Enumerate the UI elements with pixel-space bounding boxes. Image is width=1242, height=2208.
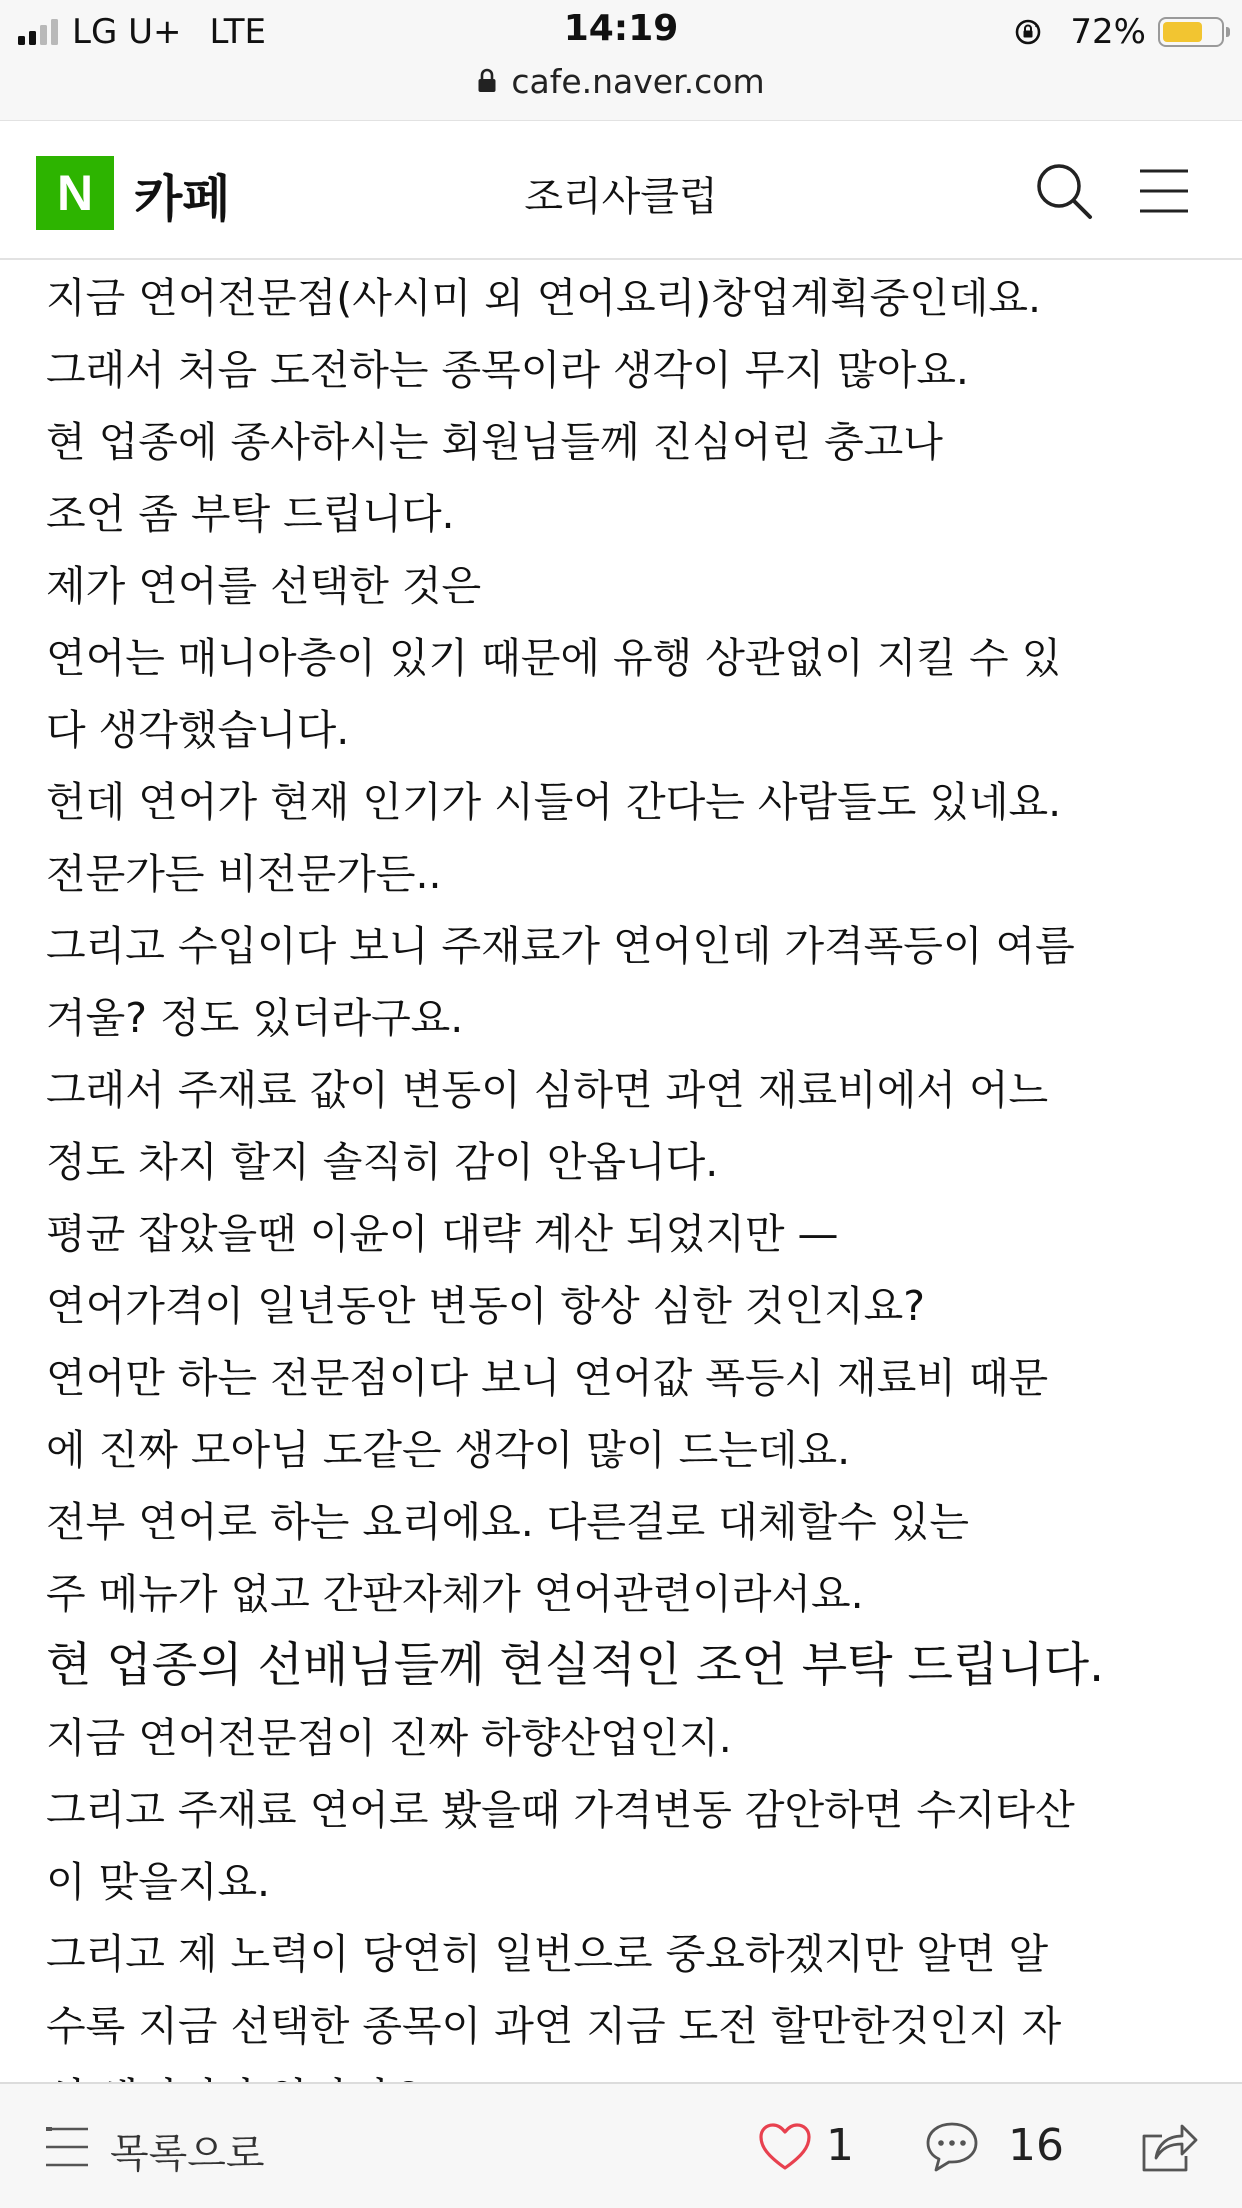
article-line: 연어가격이 일년동안 변동이 항상 심한 것인지요? <box>46 1282 926 1330</box>
padlock-icon <box>477 68 497 94</box>
article-line: 연어는 매니아층이 있기 때문에 유행 상관없이 지킬 수 있 <box>46 634 1062 682</box>
article-line: 그리고 주재료 연어로 봤을때 가격변동 감안하면 수지타산 <box>46 1786 1075 1834</box>
back-to-list-button[interactable]: 목록으로 <box>110 2131 265 2177</box>
article-line: 제가 연어를 선택한 것은 <box>46 562 482 610</box>
naver-logo[interactable]: N <box>36 156 114 230</box>
battery-percent: 72% <box>1070 12 1146 52</box>
search-icon[interactable] <box>1034 161 1094 221</box>
article-line: 전부 연어로 하는 요리에요. 다른걸로 대체할수 있는 <box>46 1498 969 1546</box>
heart-icon[interactable] <box>758 2122 812 2172</box>
article-line: 다 생각했습니다. <box>46 706 350 754</box>
status-bar <box>0 0 1242 120</box>
status-time: 14:19 <box>563 8 679 49</box>
article-line: 전문가든 비전문가든.. <box>46 850 442 898</box>
article-line: 그리고 제 노력이 당연히 일번으로 중요하겠지만 알면 알 <box>46 1930 1049 1978</box>
network-label: LTE <box>209 12 266 52</box>
menu-icon[interactable] <box>1138 165 1190 217</box>
article-line: 지금 연어전문점(사시미 외 연어요리)창업계획중인데요. <box>46 274 1042 322</box>
article-line: 현 업종의 선배님들께 현실적인 조언 부탁 드립니다. <box>46 1638 1105 1693</box>
carrier-label: LG U+ <box>72 12 182 52</box>
rotation-lock-icon <box>1014 18 1042 46</box>
article-line: 현 업종에 종사하시는 회원님들께 진심어린 충고나 <box>46 418 943 466</box>
share-icon[interactable] <box>1138 2118 1198 2174</box>
url-text: cafe.naver.com <box>511 61 765 101</box>
article-line: 주 메뉴가 없고 간판자체가 연어관련이라서요. <box>46 1570 864 1618</box>
article-line: 그래서 주재료 값이 변동이 심하면 과연 재료비에서 어느 <box>46 1066 1049 1114</box>
comment-icon[interactable] <box>924 2120 980 2174</box>
comment-count: 16 <box>1008 2120 1064 2171</box>
article-line: 연어만 하는 전문점이다 보니 연어값 폭등시 재료비 때문 <box>46 1354 1049 1402</box>
like-count: 1 <box>826 2120 854 2171</box>
bottom-bar <box>0 2082 1242 2208</box>
list-icon[interactable] <box>44 2124 90 2170</box>
article-line: 수록 지금 선택한 종목이 과연 지금 도전 할만한것인지 자 <box>46 2002 1062 2050</box>
url-bar[interactable] <box>0 56 1242 106</box>
cafe-header <box>0 120 1242 260</box>
article-body <box>46 262 1226 2082</box>
article-line: 정도 차지 할지 솔직히 감이 안옵니다. <box>46 1138 719 1186</box>
article-line: 헌데 연어가 현재 인기가 시들어 간다는 사람들도 있네요. <box>46 778 1062 826</box>
club-title[interactable]: 조리사클럽 <box>524 174 718 220</box>
article-line: 에 진짜 모아님 도같은 생각이 많이 드는데요. <box>46 1426 851 1474</box>
status-right <box>1014 10 1224 54</box>
article-line: 이 맞을지요. <box>46 1858 271 1906</box>
cafe-logo-text[interactable]: 카페 <box>134 170 231 228</box>
article-line: 그래서 처음 도전하는 종목이라 생각이 무지 많아요. <box>46 346 969 394</box>
article-line: 겨울? 정도 있더라구요. <box>46 994 464 1042</box>
article-line: 조언 좀 부탁 드립니다. <box>46 490 455 538</box>
article-line: 지금 연어전문점이 진짜 하향산업인지. <box>46 1714 732 1762</box>
article-line: 평균 잡았을땐 이윤이 대략 계산 되었지만 — <box>46 1210 839 1258</box>
article-line: 그리고 수입이다 보니 주재료가 연어인데 가격폭등이 여름 <box>46 922 1075 970</box>
battery-icon <box>1158 17 1224 47</box>
battery-fill <box>1163 22 1202 42</box>
